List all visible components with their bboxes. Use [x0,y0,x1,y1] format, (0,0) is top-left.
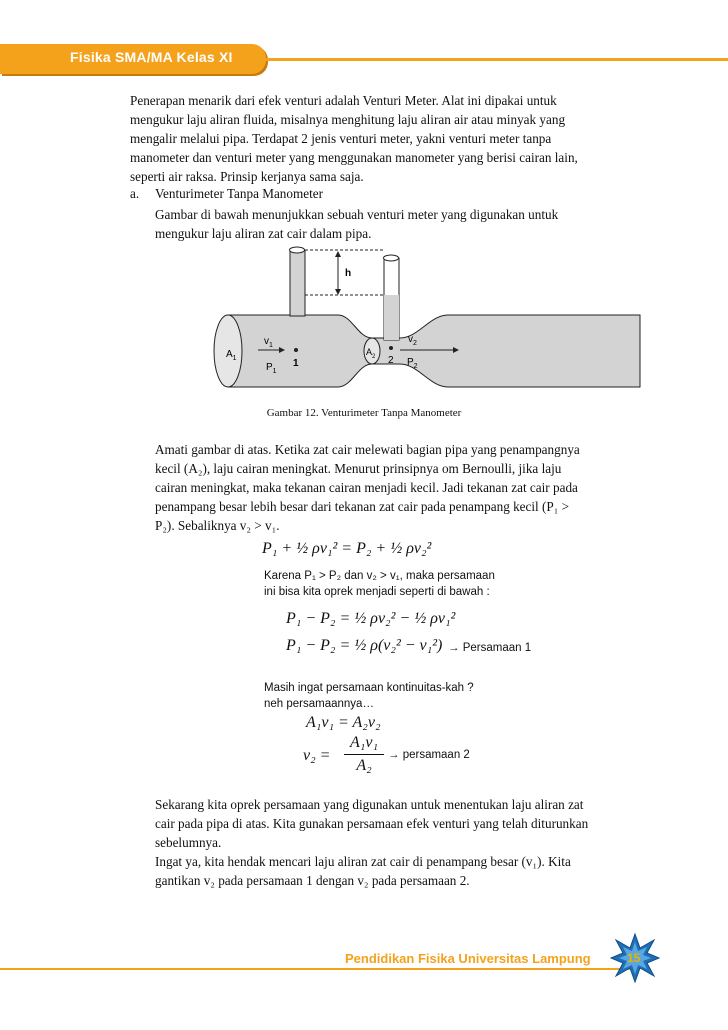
equation-v2-lhs: v₂ = [303,747,331,764]
header-title: Fisika SMA/MA Kelas XI [70,49,233,65]
tube-2-fluid [384,295,399,340]
equation-continuity: A₁v₁ = A₂v₂ [306,714,381,731]
closing-paragraph [155,795,642,890]
tube-1-top [290,247,305,253]
body-line: penampang besar lebih besar dari tekanan zat cair pada penampang kecil (P₁ > [155,499,570,514]
tube-1 [290,250,305,316]
equation-pressure-diff: P₁ − P₂ = ½ ρv₂² − ½ ρv₁² [286,610,456,627]
label-p1: $P_1$ [266,362,277,375]
equation-persamaan-1: P₁ − P₂ = ½ ρ(v₂² − v₁²) [286,637,443,654]
label-a1: $A_1$ [226,349,237,362]
equation-persamaan-2-label: → persamaan 2 [388,749,470,761]
closing-line: gantikan v₂ pada persamaan 1 dengan v₂ pada persamaan 2. [155,873,470,888]
note-1-line-1: Karena P₁ > P₂ dan v₂ > v₁, maka persamaan [264,570,495,582]
label-p2: $P_2$ [407,357,418,370]
body-line: kecil (A₂), laju cairan meningkat. Menurut prinsipnya om Bernoulli, jika laju [155,461,562,476]
footer-rule [0,968,640,970]
label-v2: $v_2$ [408,334,417,347]
footer-text: Pendidikan Fisika Universitas Lampung [345,951,591,966]
body-paragraph [155,440,642,535]
point-2 [389,346,393,350]
point-1 [294,348,298,352]
intro-line: Penerapan menarik dari efek venturi adalah Venturi Meter. Alat ini dipakai untuk [130,93,557,108]
section-a-label: a. [130,186,140,201]
equation-v2-numerator: A₁v₁ [350,734,378,751]
body-line: cairan meningkat, maka tekanan cairan menjadi kecil. Jadi tekanan zat cair pada [155,480,578,495]
intro-line: manometer dan venturi meter yang menggunakan manometer yang berisi cairan lain, [130,150,578,165]
intro-line: mengalir melalui pipa. Terdapat 2 jenis venturi meter, yakni venturi meter tanpa [130,131,552,146]
tube-2-top [384,255,399,261]
pipe-body [228,315,640,387]
closing-line: Ingat ya, kita hendak mencari laju aliran zat cair di penampang besar (v₁). Kita [155,854,571,869]
closing-line: Sekarang kita oprek persamaan yang digunakan untuk menentukan laju aliran zat [155,797,584,812]
header-rule [258,58,728,61]
label-point-2: 2 [388,355,394,366]
venturimeter-figure [0,240,728,400]
intro-line: mengukur laju aliran fluida, misalnya menghitung laju aliran air atau minyak yang [130,112,566,127]
equation-v2-fraction-bar [344,754,384,755]
section-a-line: mengukur laju aliran zat cair dalam pipa. [155,226,372,241]
label-h: h [345,268,352,279]
label-a2: $A_2$ [366,347,376,360]
closing-line: sebelumnya. [155,835,222,850]
section-a-line: Gambar di bawah menunjukkan sebuah venturi meter yang digunakan untuk [155,207,559,222]
section-a-title: Venturimeter Tanpa Manometer [155,186,324,201]
intro-line: seperti air raksa. Prinsip kerjanya sama saja. [130,169,364,184]
note-2-line-1: Masih ingat persamaan kontinuitas-kah ? [264,682,474,694]
page-number: 15 [627,951,641,965]
equation-bernoulli: P₁ + ½ ρv₁² = P₂ + ½ ρv₂² [262,540,432,557]
section-a-paragraph [155,205,642,243]
body-line: P₂). Sebaliknya v₂ > v₁. [155,518,280,533]
intro-paragraph [130,91,642,186]
equation-persamaan-1-label: → Persamaan 1 [448,642,532,654]
closing-line: cair pada pipa di atas. Kita gunakan persamaan efek venturi yang telah diturunkan [155,816,589,831]
equation-v2-denominator: A₂ [356,757,372,774]
note-2-line-2: neh persamaannya… [264,698,374,710]
body-line: Amati gambar di atas. Ketika zat cair melewati bagian pipa yang penampangnya [155,442,580,457]
label-point-1: 1 [293,358,299,369]
note-1-line-2: ini bisa kita oprek menjadi seperti di bawah : [264,586,490,598]
header-bar [0,0,728,48]
label-v1: $v_1$ [264,336,273,349]
figure-caption: Gambar 12. Venturimeter Tanpa Manometer [266,407,462,419]
